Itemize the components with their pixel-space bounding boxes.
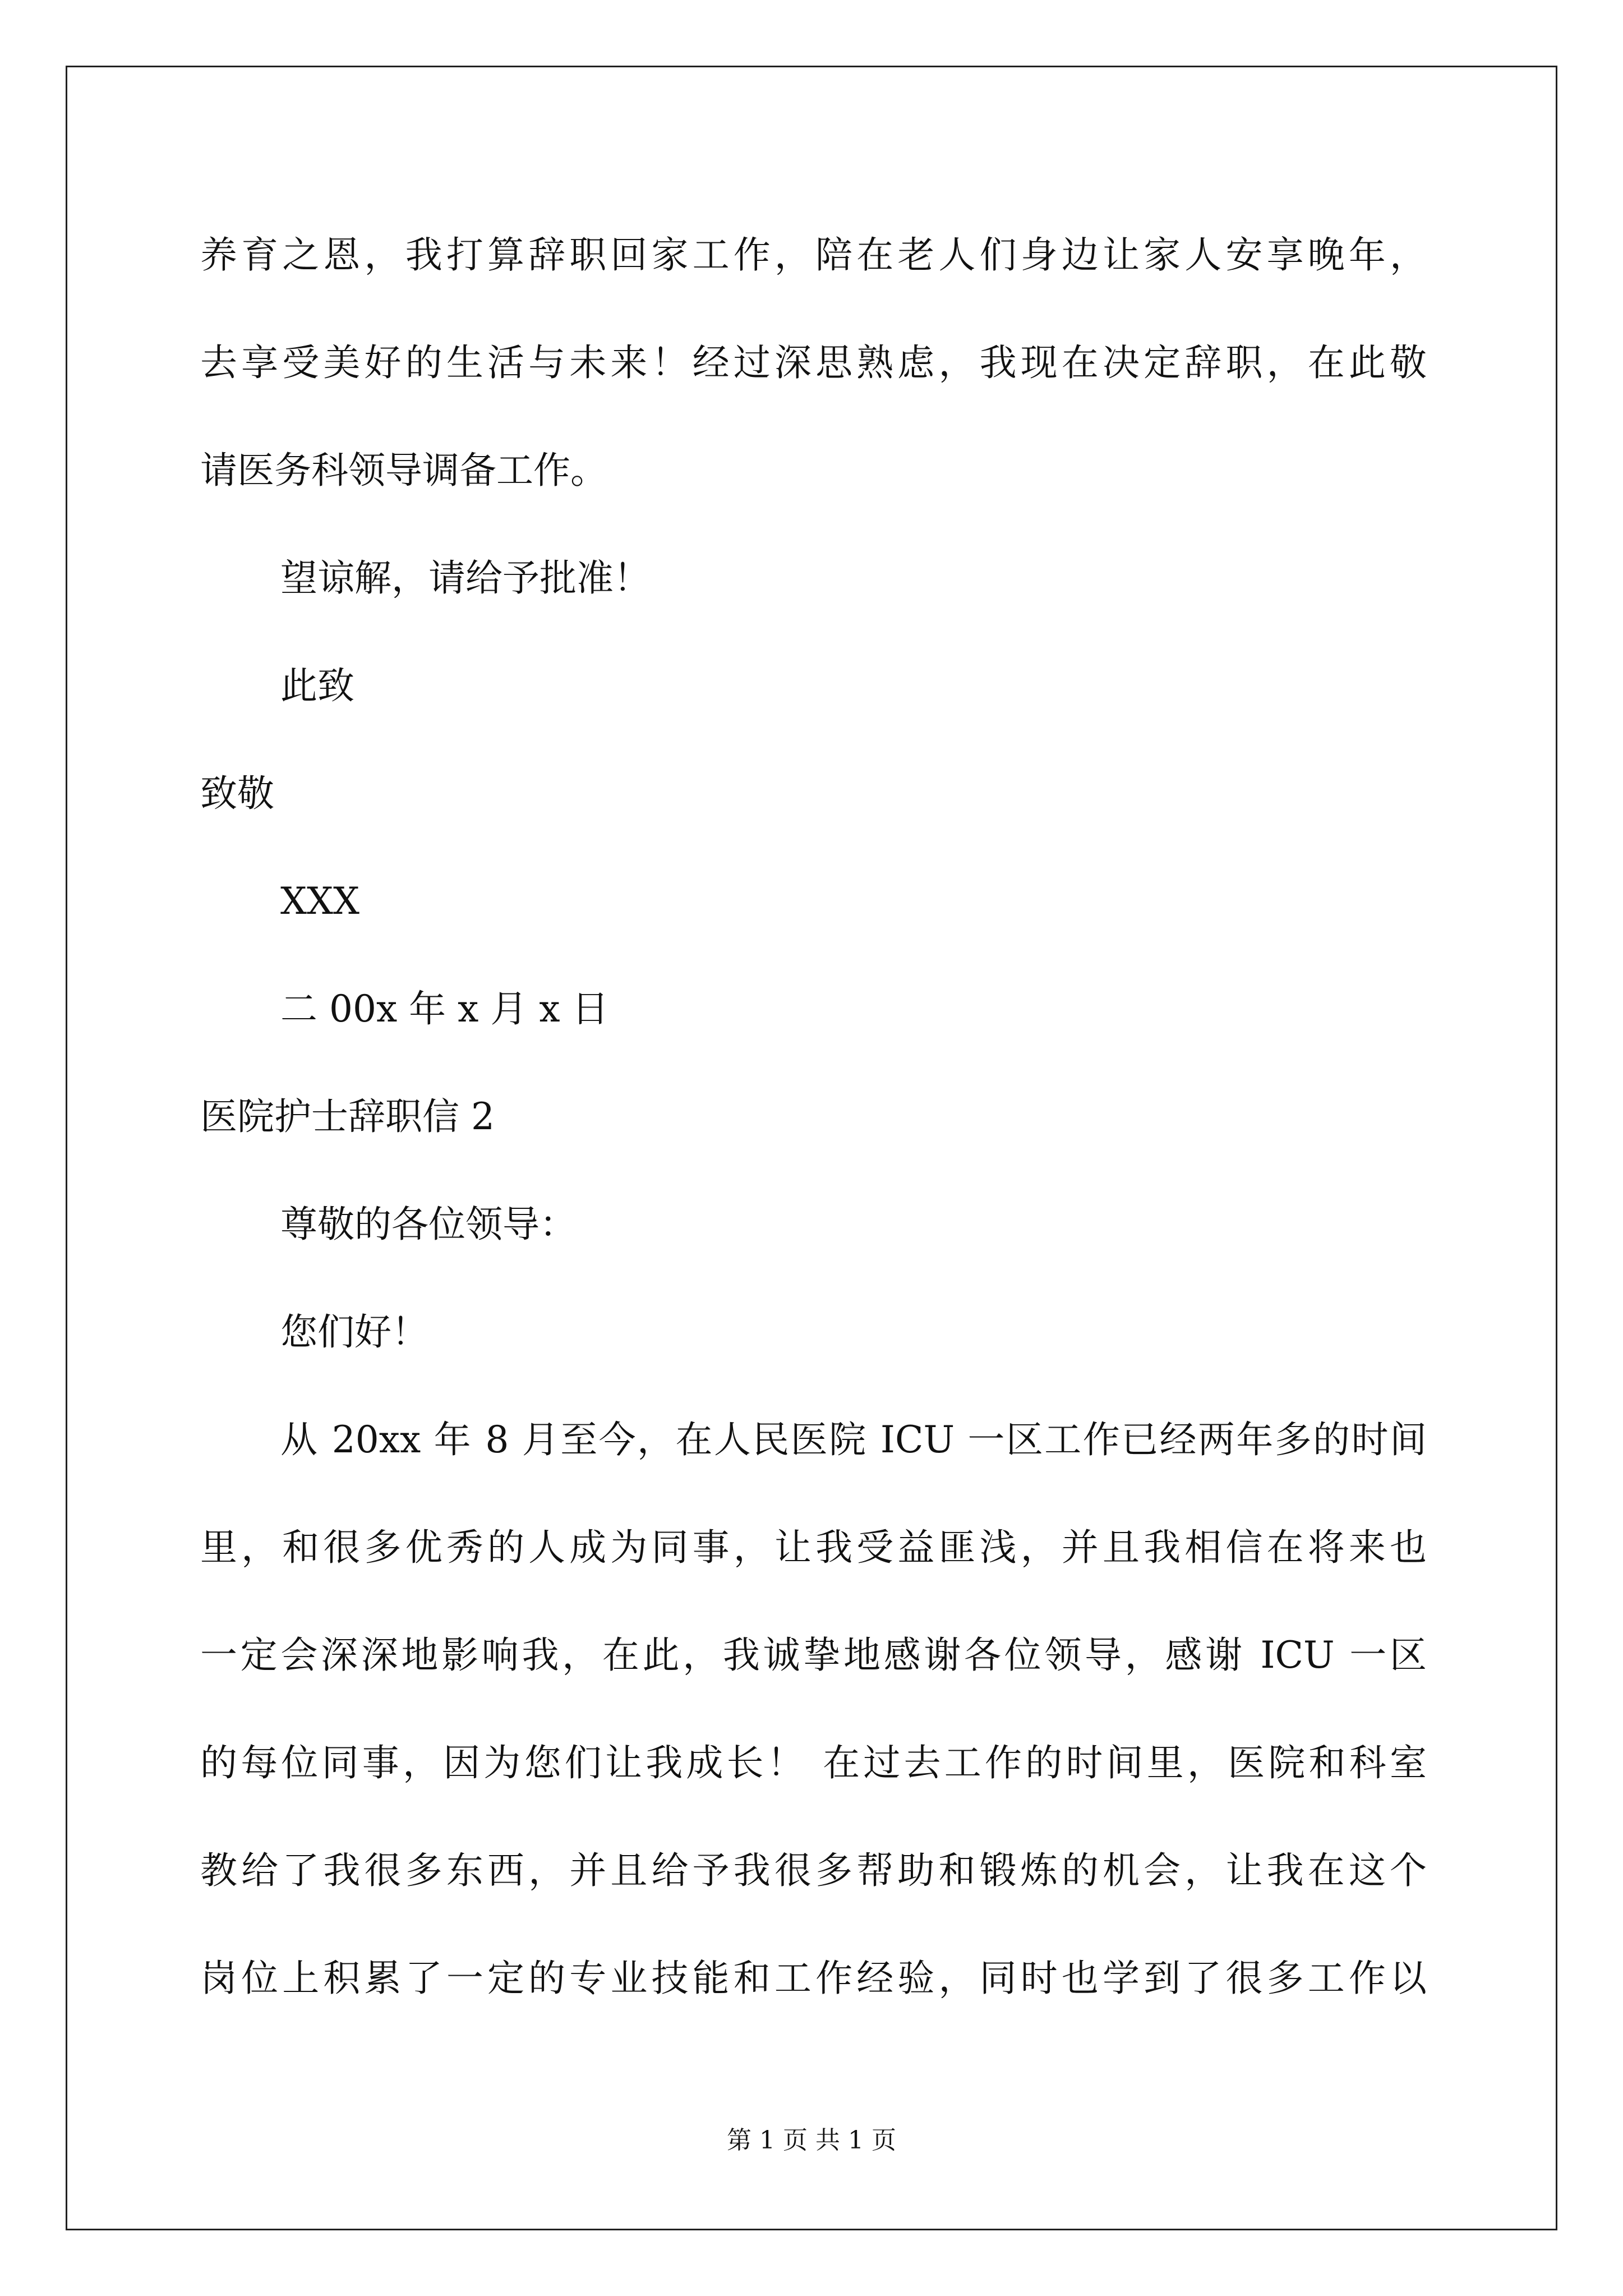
letter-2-title: 医院护士辞职信 2	[200, 1095, 495, 1138]
closing-zhi-jing: 致敬	[200, 772, 274, 815]
letter-2-body-line-6: 岗位上积累了一定的专业技能和工作经验，同时也学到了很多工作以	[200, 1957, 1427, 2000]
letter-2-greeting: 您们好！	[280, 1310, 428, 1354]
body-line-1: 养育之恩，我打算辞职回家工作，陪在老人们身边让家人安享晚年，	[200, 233, 1427, 277]
body-line-3: 请医务科领导调备工作。	[200, 449, 607, 492]
letter-2-body-line-2: 里，和很多优秀的人成为同事，让我受益匪浅，并且我相信在将来也	[200, 1526, 1427, 1569]
signature-date: 二 00x 年 x 月 x 日	[280, 987, 609, 1030]
closing-ci-zhi: 此致	[280, 664, 354, 707]
signature-name: XXX	[280, 880, 359, 923]
letter-2-body-line-4: 的每位同事，因为您们让我成长！ 在过去工作的时间里，医院和科室	[200, 1741, 1427, 1784]
letter-2-body-line-5: 教给了我很多东西，并且给予我很多帮助和锻炼的机会，让我在这个	[200, 1849, 1427, 1892]
letter-2-body-line-3: 一定会深深地影响我，在此，我诚挚地感谢各位领导，感谢 ICU 一区	[200, 1634, 1427, 1677]
letter-2-salutation: 尊敬的各位领导：	[280, 1203, 577, 1246]
request-approval-line: 望谅解，请给予批准！	[280, 556, 651, 600]
page-footer: 第 1 页 共 1 页	[727, 2126, 896, 2155]
letter-2-body-line-1: 从 20xx 年 8 月至今，在人民医院 ICU 一区工作已经两年多的时间	[280, 1418, 1427, 1461]
body-line-2: 去享受美好的生活与未来！经过深思熟虑，我现在决定辞职，在此敬	[200, 341, 1427, 384]
page-border	[66, 66, 1557, 2230]
